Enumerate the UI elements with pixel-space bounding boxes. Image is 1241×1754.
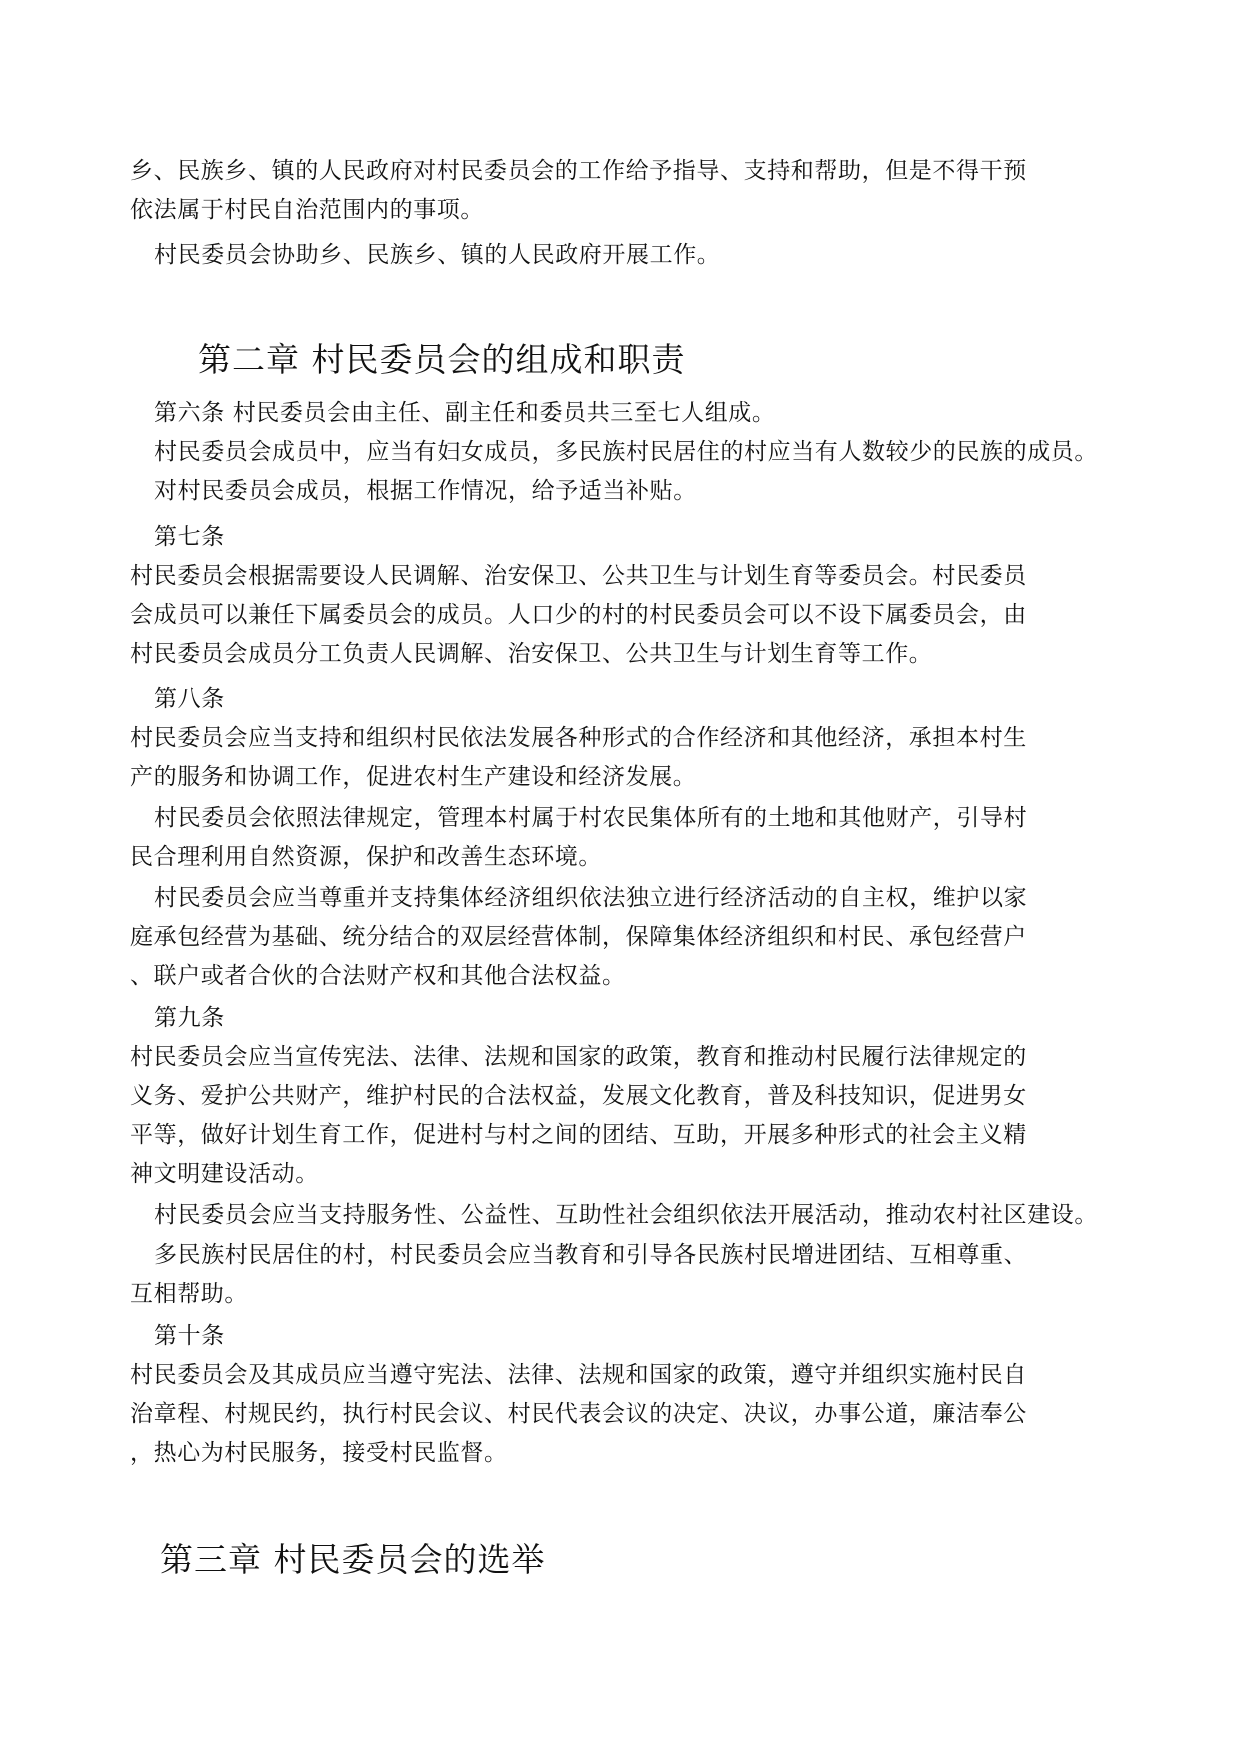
paragraph-line: 对村民委员会成员，根据工作情况，给予适当补贴。: [154, 478, 697, 504]
chapter-heading: 第三章 村民委员会的选举: [160, 1540, 546, 1579]
paragraph-line: 会成员可以兼任下属委员会的成员。人口少的村的村民委员会可以不设下属委员会，由: [130, 602, 1027, 628]
paragraph-line: 村民委员会根据需要设人民调解、治安保卫、公共卫生与计划生育等委员会。村民委员: [130, 563, 1027, 589]
paragraph-line: 民合理利用自然资源，保护和改善生态环境。: [130, 844, 602, 870]
chapter-heading: 第二章 村民委员会的组成和职责: [198, 340, 686, 379]
paragraph-line: 村民委员会协助乡、民族乡、镇的人民政府开展工作。: [154, 242, 721, 268]
article-number: 第九条: [154, 1005, 225, 1031]
paragraph-line: 多民族村民居住的村，村民委员会应当教育和引导各民族村民增进团结、互相尊重、: [154, 1242, 1028, 1268]
article-number: 第七条: [154, 524, 225, 550]
paragraph-line: ，热心为村民服务，接受村民监督。: [130, 1440, 508, 1466]
article-number: 第十条: [154, 1323, 225, 1349]
paragraph-line: 治章程、村规民约，执行村民会议、村民代表会议的决定、决议，办事公道，廉洁奉公: [130, 1401, 1027, 1427]
paragraph-line: 村民委员会依照法律规定，管理本村属于村农民集体所有的土地和其他财产，引导村: [154, 805, 1028, 831]
paragraph-line: 平等，做好计划生育工作，促进村与村之间的团结、互助，开展多种形式的社会主义精: [130, 1122, 1027, 1148]
paragraph-line: 神文明建设活动。: [130, 1161, 319, 1187]
paragraph-line: 村民委员会成员分工负责人民调解、治安保卫、公共卫生与计划生育等工作。: [130, 641, 933, 667]
paragraph-line: 乡、民族乡、镇的人民政府对村民委员会的工作给予指导、支持和帮助，但是不得干预: [130, 158, 1027, 184]
paragraph-line: 义务、爱护公共财产，维护村民的合法权益，发展文化教育，普及科技知识，促进男女: [130, 1083, 1027, 1109]
paragraph-line: 村民委员会应当支持和组织村民依法发展各种形式的合作经济和其他经济，承担本村生: [130, 725, 1027, 751]
article-number: 第八条: [154, 686, 225, 712]
paragraph-line: 互相帮助。: [130, 1281, 248, 1307]
paragraph-line: 村民委员会应当宣传宪法、法律、法规和国家的政策，教育和推动村民履行法律规定的: [130, 1044, 1027, 1070]
paragraph-line: 产的服务和协调工作，促进农村生产建设和经济发展。: [130, 764, 697, 790]
paragraph-line: 村民委员会成员中，应当有妇女成员，多民族村民居住的村应当有人数较少的民族的成员。: [154, 439, 1098, 465]
paragraph-line: 庭承包经营为基础、统分结合的双层经营体制，保障集体经济组织和村民、承包经营户: [130, 924, 1027, 950]
paragraph-line: 村民委员会应当尊重并支持集体经济组织依法独立进行经济活动的自主权，维护以家: [154, 885, 1028, 911]
paragraph-line: 村民委员会应当支持服务性、公益性、互助性社会组织依法开展活动，推动农村社区建设。: [154, 1202, 1098, 1228]
paragraph-line: 、联户或者合伙的合法财产权和其他合法权益。: [130, 963, 626, 989]
article-line: 第六条 村民委员会由主任、副主任和委员共三至七人组成。: [154, 400, 776, 426]
paragraph-line: 依法属于村民自治范围内的事项。: [130, 197, 484, 223]
paragraph-line: 村民委员会及其成员应当遵守宪法、法律、法规和国家的政策，遵守并组织实施村民自: [130, 1362, 1027, 1388]
